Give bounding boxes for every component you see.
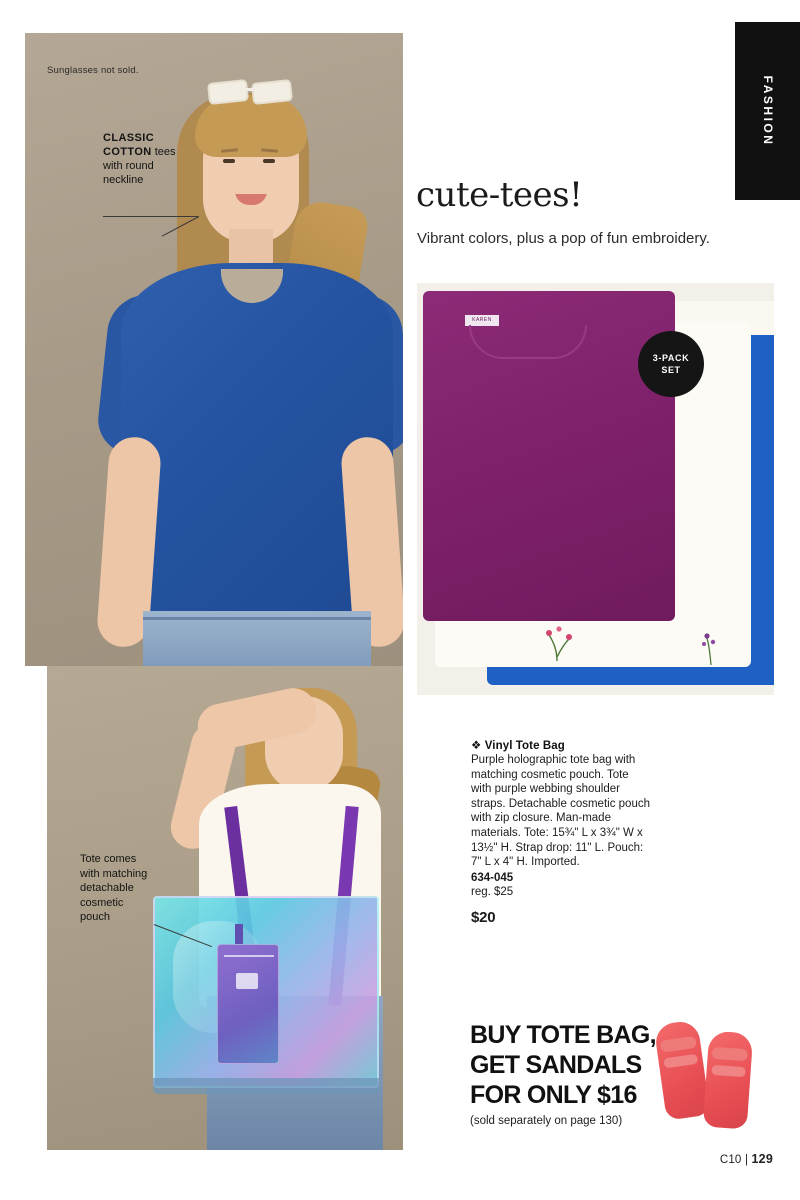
purple-tee-neckline [469,325,587,359]
product-name: Vinyl Tote Bag [484,740,565,752]
callout-classic-cotton-bold: CLASSIC COTTON [103,132,155,158]
page-number: 129 [751,1152,773,1166]
embroidery-flower-3 [697,629,725,667]
folded-tee-purple [423,291,675,621]
page-title: cute-tees! [416,175,583,215]
section-tab-label: FASHION [760,75,775,147]
photo-model-blue-tee [25,33,403,666]
product-sale-price: $20 [471,908,496,926]
badge-line-2: SET [661,365,681,375]
product-regular-price: reg. $25 [471,886,514,899]
section-tab-fashion [735,22,800,200]
sunglasses-icon [208,81,304,107]
callout-leader-line [103,216,198,217]
pouch-zipper [224,955,274,957]
promo-line-2: GET SANDALS [470,1051,642,1079]
model-jeans [143,611,371,666]
badge-3-pack-set [638,331,704,397]
tote-bag-bottom [153,1078,379,1094]
page-subtitle: Vibrant colors, plus a pop of fun embroidery. [417,230,710,247]
promo-line-3: FOR ONLY $16 [470,1081,637,1109]
promo-footnote: (sold separately on page 130) [470,1115,623,1127]
flower-bullet-icon: ❖ [471,740,482,752]
embroidery-flower-1 [541,623,575,663]
catalog-code: C10 [719,1154,742,1166]
pouch-logo [236,973,258,989]
sandals-product-image [660,1018,770,1140]
promo-line-1: BUY TOTE BAG, [470,1021,656,1049]
sandal-left [654,1019,711,1120]
product-description: Purple holographic tote bag with matching cosmetic pouch. Tote with purple webbing shoulder straps. Detachable cosmetic pouch with zip closure. Man-made materials. Tote: 15¾" L x 3¾" W x 13½" H. Strap drop: 11" L. Pouch: 7" L x 4" H. Imported. [471,754,650,869]
sandal-right [703,1031,754,1130]
cosmetic-pouch [217,944,279,1064]
product-title [471,738,651,752]
model-eye-left [223,159,235,163]
badge-line-1: 3-PACK [652,353,690,363]
sunglasses-disclaimer: Sunglasses not sold. [47,65,139,76]
callout-classic-cotton-rest: tees with round neckline [103,146,176,186]
product-sku: 634-045 [471,871,514,884]
photo-model-tote-bag [47,666,403,1150]
product-details [471,738,651,926]
neck-label: KAREN [465,315,499,326]
photo-folded-tees [417,283,774,695]
footer-divider: | [744,1154,749,1166]
callout-classic-cotton [103,131,181,187]
page-footer [720,1152,773,1166]
callout-tote-pouch: Tote comes with matching detachable cosmetic pouch [80,853,148,923]
promo-offer [470,1020,670,1129]
model-eye-right [263,159,275,163]
